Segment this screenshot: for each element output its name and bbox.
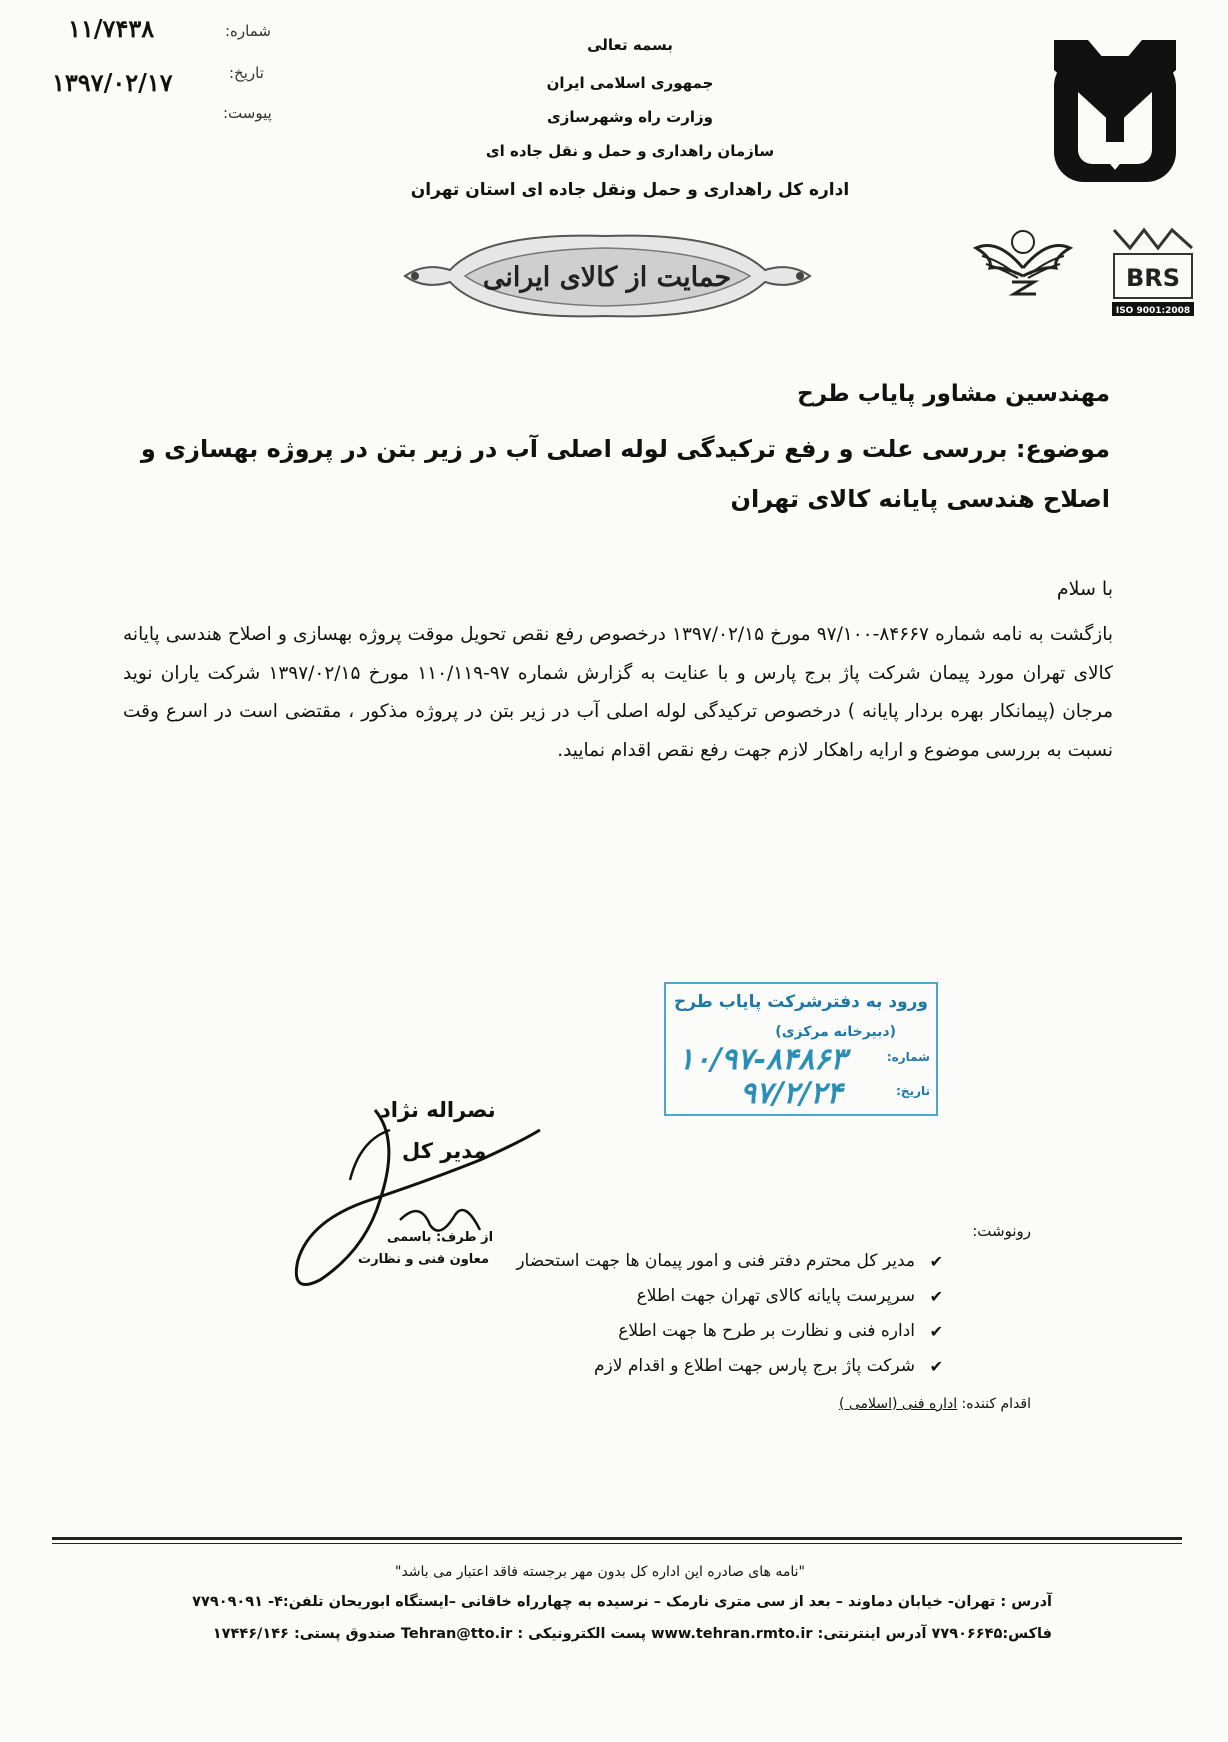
department-name: اداره کل راهداری و حمل ونقل جاده ای استان تهران: [410, 180, 850, 200]
letter-number: ۱۱/۷۴۳۸: [68, 14, 155, 43]
letter-body: بازگشت به نامه شماره ۸۴۶۶۷-۹۷/۱۰۰ مورخ ۱۳۹۷/۰۲/۱۵ درخصوص رفع نقص تحویل موقت پروژه بهسازی و اصلاح هندسی پایانه کالای تهران مورد پیمان شرکت پاژ برج پارس و با عنایت به گزارش شماره ۹۷-۱۱۰/۱۱۹ مورخ ۱۳۹۷/۰۲/۱۵ شرکت یاران نوید مرجان (پیمانکار بهره بردار پایانه ) درخصوص ترکیدگی لوله اصلی آب در زیر بتن در پروژه مذکور ، مقتضی است در اسرع وقت نسبت به بررسی موضوع و ارایه راهکار لازم جهت رفع نقص اقدام نمایید.: [123, 624, 1114, 761]
brs-iso-logo: [1110, 224, 1196, 316]
organization-name: سازمان راهداری و حمل و نقل جاده ای: [485, 142, 775, 160]
greeting: با سلام: [1056, 578, 1113, 600]
banner-text: حمایت از کالای ایرانی: [482, 262, 732, 293]
footer-note: "نامه های صادره این اداره کل بدون مهر برجسته فاقد اعتبار می باشد": [395, 1564, 805, 1580]
footer-rule-thin: [52, 1543, 1182, 1544]
checkmark-icon: ✔: [929, 1322, 943, 1341]
receipt-stamp: [664, 982, 938, 1116]
cc-item: ✔ مدیر کل محترم دفتر فنی و امور پیمان ها جهت استحضار: [243, 1244, 943, 1279]
footer-rule: [52, 1537, 1182, 1540]
iso-cert-text: ISO 9001:2008: [1115, 306, 1191, 316]
number-label: شماره:: [225, 22, 271, 40]
brs-text: BRS: [1125, 264, 1181, 292]
letter-date: ۱۳۹۷/۰۲/۱۷: [52, 68, 173, 97]
checkmark-icon: ✔: [929, 1287, 943, 1306]
footer-address: آدرس : تهران- خیابان دماوند – بعد از سی متری نارمک – نرسیده به چهارراه خاقانی –ایستگاه ابوریحان تلفن:۴- ۷۷۹۰۹۰۹۱: [192, 1594, 1052, 1610]
checkmark-icon: ✔: [929, 1252, 943, 1271]
iso-wing-emblem: [968, 228, 1078, 298]
checkmark-icon: ✔: [929, 1357, 943, 1376]
cc-item: ✔ شرکت پاژ برج پارس جهت اطلاع و اقدام لازم: [243, 1349, 943, 1384]
cc-item: ✔ اداره فنی و نظارت بر طرح ها جهت اطلاع: [243, 1314, 943, 1349]
ministry-name: وزارت راه وشهرسازی: [547, 108, 713, 126]
action-by-value: اداره فنی (اسلامی ): [838, 1396, 958, 1412]
addressee: مهندسین مشاور پایاب طرح: [797, 381, 1110, 407]
cc-label: رونوشت:: [972, 1222, 1031, 1240]
action-by: [839, 1396, 1031, 1412]
cc-item: ✔ سرپرست پایانه کالای تهران جهت اطلاع: [243, 1279, 943, 1314]
iranian-goods-banner: [395, 222, 820, 330]
stamp-number-label: شماره:: [886, 1050, 930, 1064]
invocation: بسمه تعالی: [587, 36, 673, 54]
cc-list: [243, 1244, 943, 1384]
country-name: جمهوری اسلامی ایران: [546, 74, 714, 92]
footer-contact: فاکس:۷۷۹۰۶۶۴۵ آدرس اینترنتی: www.tehran.rmto.ir پست الکترونیکی : Tehran@tto.ir صندوق پستی: ۱۷۴۴۶/۱۴۶: [212, 1626, 1052, 1642]
stamp-number-value: ۱۰/۹۷-۸۴۸۶۳: [678, 1042, 847, 1077]
signatory-name: نصراله نژاد: [380, 1098, 496, 1122]
stamp-date-value: ۹۷/۲/۲۴: [740, 1076, 843, 1111]
on-behalf-note: از طرف: باسمی: [387, 1230, 494, 1245]
stamp-date-label: تاریخ:: [896, 1084, 930, 1098]
date-label: تاریخ:: [229, 64, 264, 82]
rmto-logo: [1048, 30, 1182, 186]
action-by-label: اقدام کننده:: [961, 1396, 1031, 1412]
signatory-title: مدیر کل: [402, 1139, 487, 1163]
stamp-title: ورود به دفترشرکت پایاب طرح: [673, 992, 928, 1012]
on-behalf-title: معاون فنی و نظارت: [358, 1252, 490, 1267]
stamp-subtitle: (دبیرخانه مرکزی): [775, 1024, 896, 1040]
subject-line: موضوع: بررسی علت و رفع ترکیدگی لوله اصلی آب در زیر بتن در پروژه بهسازی و اصلاح هندسی پایانه کالای تهران: [140, 435, 1110, 513]
attachment-label: پیوست:: [223, 104, 272, 122]
